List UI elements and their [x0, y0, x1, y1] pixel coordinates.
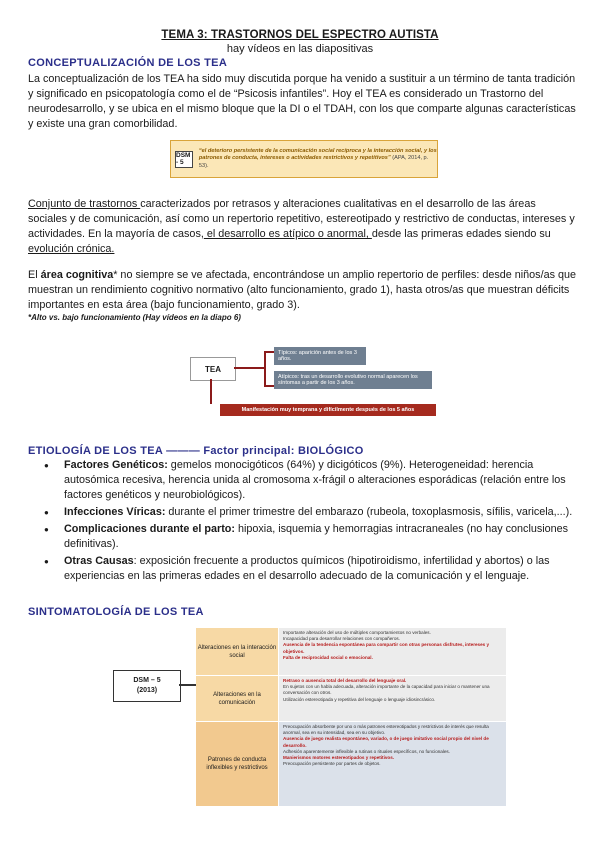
dsm5-tag: DSM - 5: [175, 151, 193, 168]
definition-paragraph: Conjunto de trastornos caracterizados por retrasos y alteraciones cualitativas en el desarrollo de las áreas sociales y de comunicación, así como un repertorio repetitivo, estereotipado y restrictivo de conductas, intereses y actividades. En la mayoría de casos, el desarrollo es atípico o anormal, desde las primeras edades siendo su evolución crónica.: [28, 198, 575, 255]
symptoms-heading: SINTOMATOLOGÍA DE LOS TEA: [28, 606, 204, 618]
conceptualization-heading: CONCEPTUALIZACIÓN DE LOS TEA: [28, 57, 228, 69]
symptoms-table: [113, 628, 506, 806]
list-item: ● Factores Genéticos: gemelos monocigóticos (64%) y dicigóticos (9%). Heterogeneidad: herencia autosómica recesiva, herencia unida al cromosoma x-frágil o alteraciones esporádicas (relación entre los factores genéticos y neurobiológicos).: [40, 458, 576, 503]
category-communication: Alteraciones en la comunicación: [196, 676, 278, 722]
etiology-list: [40, 458, 576, 586]
dsm5-quote: “el deterioro persistente de la comunicación social recíproca y la interacción social, y los patrones de conducta, intereses o actividades restrictivos y repetitivos” (APA, 2014, p. 53).: [198, 147, 437, 169]
etiology-heading: ETIOLOGÍA DE LOS TEA ——— Factor principal: BIOLÓGICO: [28, 445, 364, 457]
list-item: ● Complicaciones durante el parto: hipoxia, isquemia y hemorragias intracraneales (no hay conclusiones definitivas).: [40, 522, 576, 552]
typical-onset: Típicos: aparición antes de los 3 años.: [274, 347, 366, 365]
functioning-note: *Alto vs. bajo funcionamiento (Hay vídeos en la diapo 6): [28, 313, 241, 322]
tea-onset-diagram: [190, 343, 440, 419]
details-social: Importante alteración del uso de múltiples comportamientos no verbales. Incapacidad para desarrollar relaciones con compañeros. Ausencia de la tendencia espontánea para compartir con otras personas disfrutes, intereses y objetivos. Falta de reciprocidad social o emocional.: [279, 628, 506, 675]
category-social: Alteraciones en la interacción social: [196, 628, 278, 676]
page-title: TEMA 3: TRASTORNOS DEL ESPECTRO AUTISTA: [161, 29, 439, 41]
dsm5-quote-box: [170, 140, 438, 178]
list-item: ● Infecciones Víricas: durante el primer trimestre del embarazo (rubeola, toxoplasmosis, sífilis, varicela,...).: [40, 505, 576, 520]
atypical-onset: Atípicos: tras un desarrollo evolutivo normal aparecen los síntomas a partir de los 3 años.: [274, 371, 432, 389]
manifestation-bar: Manifestación muy temprana y difícilmente después de los 5 años: [220, 404, 436, 416]
details-behavior: Preocupación absorbente por uno o más patrones estereotipados y restrictivos de interés que resulta anormal, sea en su intensidad, sea en su objetivo. Ausencia de juego realista espontáneo, variado, o de juego imitativo social propio del nivel de desarrollo. Adhesión aparentemente inflexible a rutinas o rituales específicos, no funcionales. Manierismos motores estereotipados y repetitivos. Preocupación persistente por partes de objetos.: [279, 722, 506, 806]
category-behavior: Patrones de conducta inflexibles y restrictivos: [196, 722, 278, 807]
cognitive-area-paragraph: El área cognitiva* no siempre se ve afectada, encontrándose un amplio repertorio de perfiles: desde niños/as que muestran un rendimiento cognitivo normativo (alto funcionamiento, grado 1), hasta otros/as que muestran déficits importantes en esta área (bajo funcionamiento, grado 3).: [28, 269, 576, 311]
details-communication: Retraso o ausencia total del desarrollo del lenguaje oral. En sujetos con un habla adecuada, alteración importante de la capacidad para iniciar o mantener una conversación con otros. Utilización estereotipada y repetitiva del lenguaje o lenguaje idiosincrásico.: [279, 676, 506, 721]
list-item: ● Otras Causas: exposición frecuente a productos químicos (hipotiroidismo, infertilidad y abortos) o las experiencias en las primeras edades en el desarrollo adecuado de la comunicación y el lenguaje.: [40, 554, 576, 584]
dsm5-label: DSM – 5 (2013): [113, 670, 181, 702]
conceptualization-paragraph: La conceptualización de los TEA ha sido muy discutida porque ha venido a sustituir a un término de tanta tradición y significado en psicopatología como el de “Psicosis infantiles”. Hoy el TEA es considerado un Trastorno del neurodesarrollo, y se ubica en el mismo bloque que la DI o el TDAH, con los que comparte algunas características y existe una gran comorbilidad.: [28, 73, 576, 130]
page-subtitle: hay vídeos en las diapositivas: [226, 43, 374, 55]
tea-box: TEA: [190, 357, 236, 381]
